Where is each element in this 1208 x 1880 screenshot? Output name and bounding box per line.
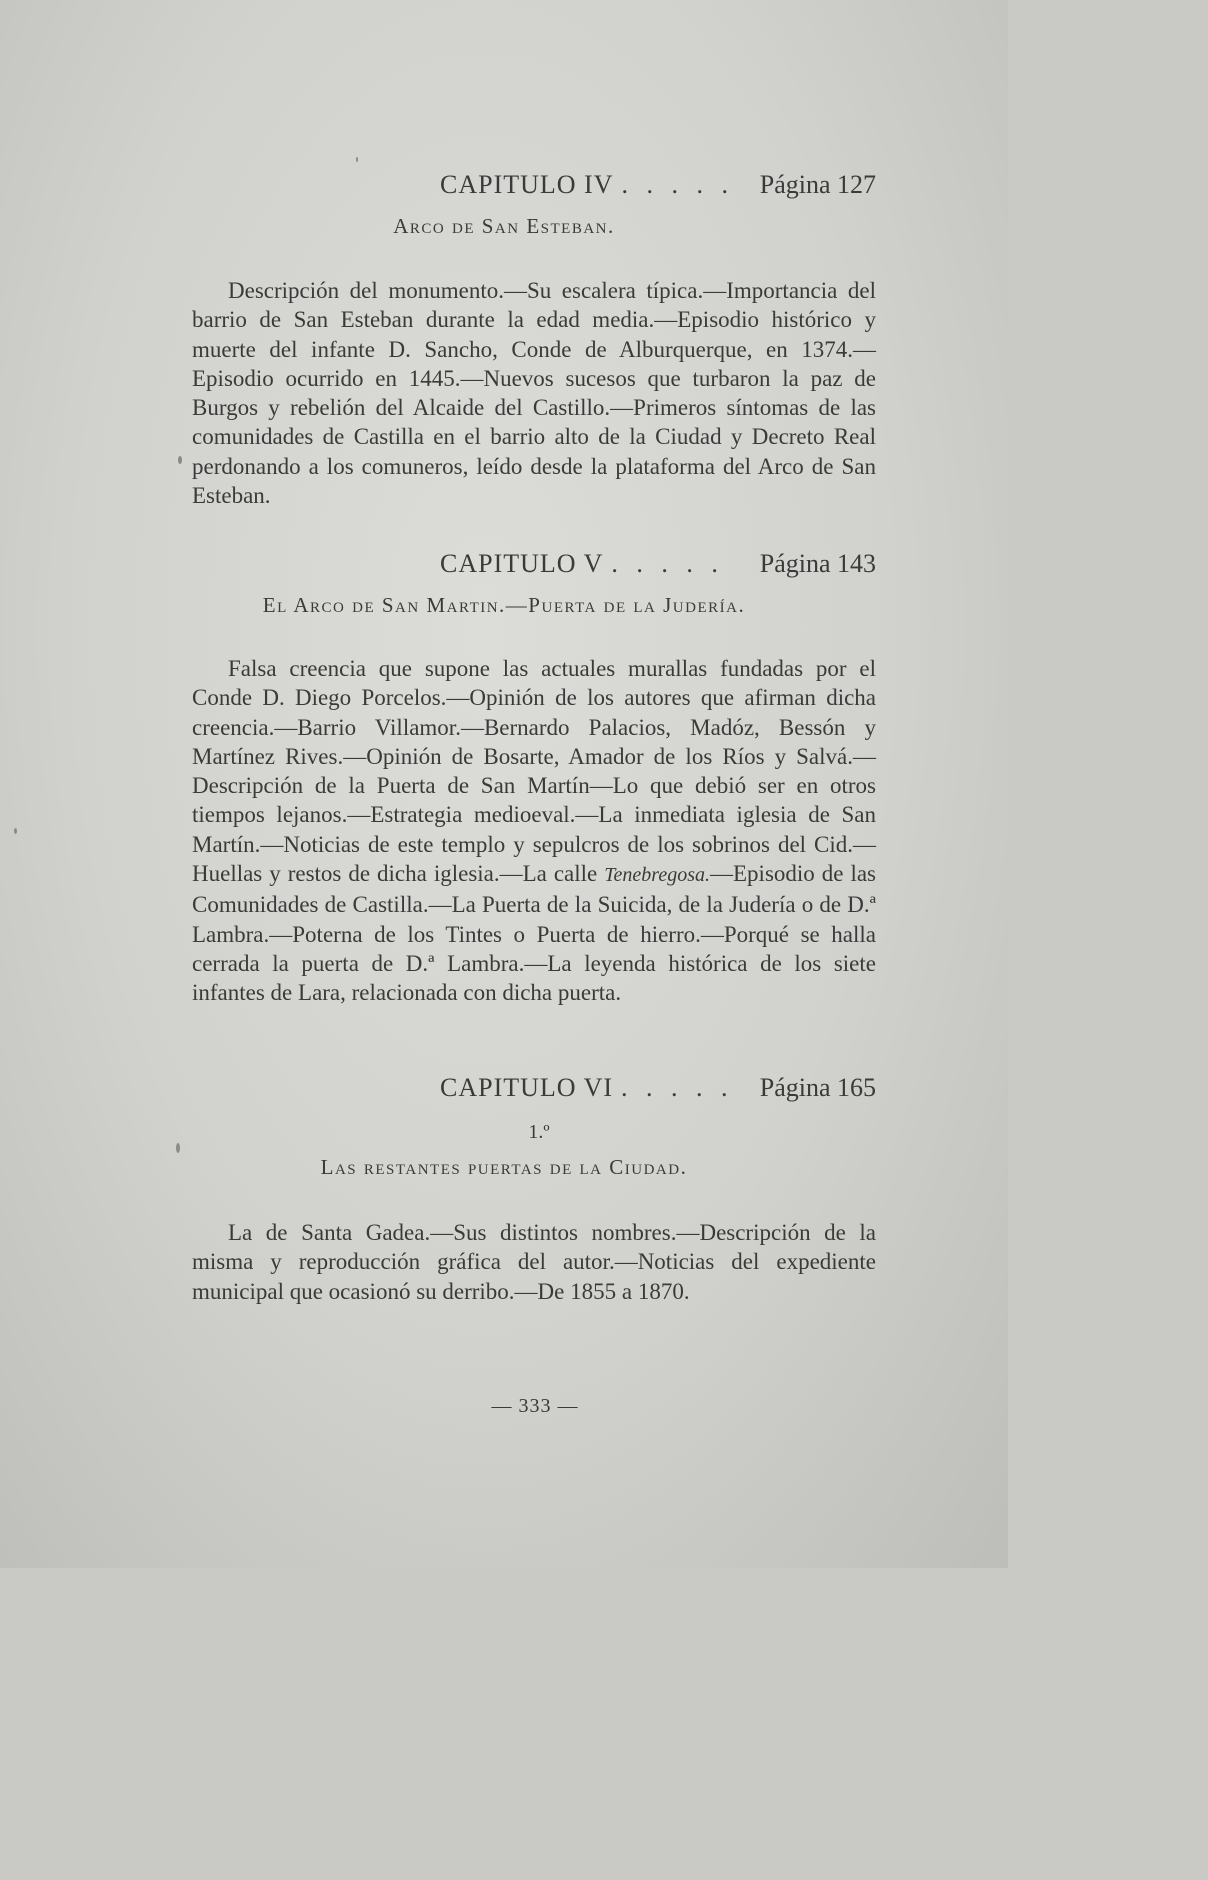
chapter-subtitle: El Arco de San Martin.—Puerta de la Judería. xyxy=(262,593,746,617)
paper-speck xyxy=(356,157,358,162)
paper-speck xyxy=(14,828,17,834)
page-reference: Página 165 xyxy=(759,1073,876,1102)
chapter-summary: Descripción del monumento.—Su escalera típica.—Importancia del barrio de San Esteban durante la edad media.—Episodio histórico y muerte del infante D. Sancho, Conde de Alburquerque, en 1374.—Episodio ocurrido en 1445.—Nuevos sucesos que turbaron la paz de Burgos y rebelión del Alcaide del Castillo.—Primeros síntomas de las comunidades de Castilla en el barrio alto de la Ciudad y Decreto Real perdonando a los comuneros, leído desde la plataforma del Arco de San Esteban. xyxy=(192,278,876,509)
summary-text: —Episodio de las Comunidades de Castilla.—La Puerta de la Suicida, de la Judería o de D.ª Lambra.—Poterna de los Tintes o Puerta de hierro.—Porqué se halla cerrada la puerta de D.ª Lambra.—La leyenda histórica de los siete infantes de Lara, relacionada con dicha puerta. xyxy=(192,861,876,1006)
section-numeral: 1.º xyxy=(528,1121,550,1143)
chapter-label: CAPITULO VI xyxy=(440,1073,614,1102)
paper-speck xyxy=(176,1143,180,1153)
leader-dots: . . . . . xyxy=(621,1073,734,1102)
chapter-summary xyxy=(192,654,876,1008)
italic-street-name: Tenebregosa. xyxy=(604,864,710,887)
page-number: — 333 — xyxy=(491,1395,579,1417)
chapter-subtitle: Las restantes puertas de la Ciudad. xyxy=(320,1155,688,1179)
chapter-label: CAPITULO IV xyxy=(440,170,614,199)
chapter-subtitle: Arco de San Esteban. xyxy=(393,214,615,238)
chapter-heading xyxy=(440,549,880,579)
chapter-summary: La de Santa Gadea.—Sus distintos nombres.—Descripción de la misma y reproducción gráfica del autor.—Noticias del expediente municipal que ocasionó su derribo.—De 1855 a 1870. xyxy=(192,1220,876,1304)
chapter-heading xyxy=(440,170,880,200)
leader-dots: . . . . . xyxy=(621,170,734,199)
paper-speck xyxy=(178,456,182,464)
chapter-label: CAPITULO V xyxy=(440,549,604,578)
page-reference: Página 127 xyxy=(759,170,876,199)
leader-dots: . . . . . xyxy=(611,549,724,578)
page-reference: Página 143 xyxy=(759,549,876,578)
chapter-heading xyxy=(440,1073,880,1103)
summary-text: Falsa creencia que supone las actuales murallas fundadas por el Conde D. Diego Porcelos.—Opinión de los autores que afirman dicha creencia.—Barrio Villamor.—Bernardo Palacios, Madóz, Bessón y Martínez Rives.—Opinión de Bosarte, Amador de los Ríos y Salvá.—Descripción de la Puerta de San Martín—Lo que debió ser en otros tiempos lejanos.—Estrategia medioeval.—La inmediata iglesia de San Martín.—Noticias de este templo y sepulcros de los sobrinos del Cid.—Huellas y restos de dicha iglesia.—La calle xyxy=(192,656,876,887)
